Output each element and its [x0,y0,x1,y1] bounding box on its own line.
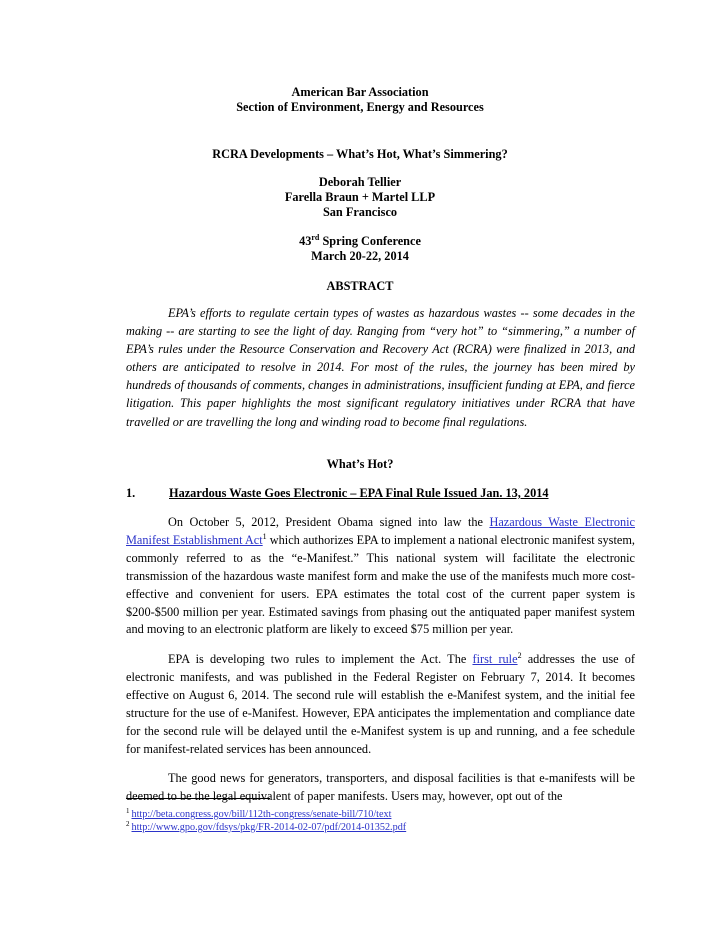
author-name: Deborah Tellier [318,175,402,189]
footnote-2 [126,821,406,834]
footnote-1 [126,808,391,821]
paragraph-3-body: The good news for generators, transporters, and disposal facilities is that e-manifests will be deemed to be the legal equivalent of paper manifests. Users may, however, opt out of the [126,771,635,803]
author-firm: Farella Braun + Martel LLP [284,190,436,204]
paragraph-2-intro: EPA is developing two rules to implement the Act. The [168,652,473,666]
abstract-body: EPA’s efforts to regulate certain types of wastes as hazardous wastes -- some decades in the making -- are starting to see the light of day. Ranging from “very hot” to “simmering,” a number of EPA’s rules under the Resource Conservation and Recovery Act (RCRA) were finalized in 2013, and others are anticipated to resolve in 2014. For most of the rules, the journey has been mired by hundreds of thousands of comments, changes in administrations, insufficient funding at EPA, and fierce litigation. This paper highlights the most significant regulatory initiatives under RCRA that have travelled or are travelling the long and winding road to become final regulations. [126,306,635,429]
conference-number: 43 [299,234,312,248]
conference-number-suffix: rd [311,233,320,242]
item-number: 1. [126,486,136,500]
footnote-2-number: 2 [126,820,130,828]
paragraph-2-body: addresses the use of electronic manifests, and was published in the Federal Register on February 7, 2014. It becomes effective on August 6, 2014. The second rule will establish the e-Manifest system, and the initial fee structure for the use of e-Manifest. However, EPA anticipates the implementation and compliance date for the second rule will be delayed until the e-Manifest system is up and running, and a fee schedule for manifest-related services has been announced. [126,652,635,756]
abstract-text [126,304,635,431]
footnote-2-link[interactable]: http://www.gpo.gov/fdsys/pkg/FR-2014-02-07/pdf/2014-01352.pdf [131,822,407,833]
act-link[interactable]: Hazardous Waste Electronic Manifest Establishment Act [126,515,635,547]
footnote-divider [126,798,270,799]
org-section: Section of Environment, Energy and Resources [236,100,484,114]
section-heading: What’s Hot? [326,457,394,471]
footnote-1-number: 1 [126,807,130,815]
conference-name [0,234,720,249]
paper-title: RCRA Developments – What’s Hot, What’s Simmering? [212,147,508,161]
author-city: San Francisco [322,205,398,219]
org-name: American Bar Association [291,85,429,99]
paragraph-3 [126,770,635,806]
paragraph-1-body: which authorizes EPA to implement a national electronic manifest system, commonly referred to as the “e-Manifest.” This national system will facilitate the electronic transmission of the hazardous waste manifest form and make the use of the manifests much more cost-effective and convenient for users. EPA estimates the total cost of the current paper system is $200-$500 million per year. Estimated savings from phasing out the antiquated paper manifest system and moving to an electronic platform are likely to exceed $75 million per year. [126,532,635,637]
footnote-ref-1[interactable]: 1 [262,531,267,541]
abstract-heading: ABSTRACT [326,279,394,293]
paragraph-1 [126,514,635,639]
conference-dates: March 20-22, 2014 [311,249,409,263]
conference-title: Spring Conference [322,234,421,248]
first-rule-link[interactable]: first rule [472,652,518,666]
footnote-ref-2[interactable]: 2 [517,651,522,660]
footnote-1-link[interactable]: http://beta.congress.gov/bill/112th-congress/senate-bill/710/text [131,809,392,820]
paragraph-2 [126,651,635,758]
item-heading: Hazardous Waste Goes Electronic – EPA Final Rule Issued Jan. 13, 2014 [169,486,549,500]
paragraph-1-intro: On October 5, 2012, President Obama signed into law the [168,515,490,529]
